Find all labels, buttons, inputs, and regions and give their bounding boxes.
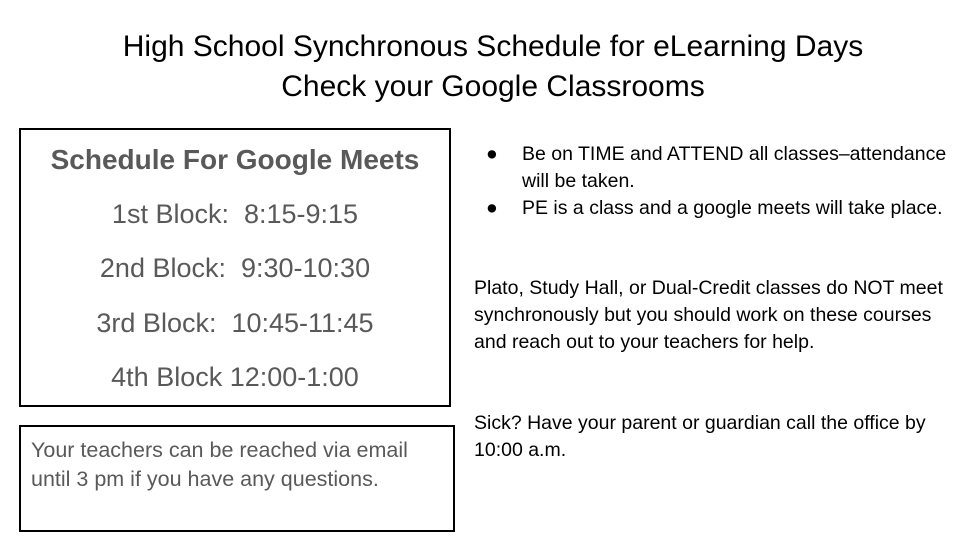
list-item [480,195,955,222]
async-classes-note: Plato, Study Hall, or Dual-Credit classes do NOT meet synchronously but you should work on these courses and reach out to your teachers for help. [474,277,943,353]
block-row-4: 4th Block 12:00-1:00 [111,362,359,392]
teacher-contact-text: Your teachers can be reached via email until 3 pm if you have any questions. [31,438,408,491]
bullet-icon: ● [486,143,498,165]
sick-note: Sick? Have your parent or guardian call the office by 10:00 a.m. [474,412,926,461]
teacher-contact-box [19,425,455,532]
bullet-icon: ● [486,197,498,219]
block-row-1: 1st Block: 8:15-9:15 [111,199,359,229]
block-row-2: 2nd Block: 9:30-10:30 [99,253,371,283]
list-item [480,141,955,195]
rules-list [480,141,955,222]
page-title: High School Synchronous Schedule for eLearning Days [122,30,864,63]
list-item-text: Be on TIME and ATTEND all classes–attendance will be taken. [522,143,947,192]
schedule-box [19,128,451,407]
page-subtitle: Check your Google Classrooms [281,70,705,103]
schedule-heading: Schedule For Google Meets [50,144,420,175]
block-row-3: 3rd Block: 10:45-11:45 [96,308,374,338]
list-item-text: PE is a class and a google meets will take place. [522,197,943,219]
